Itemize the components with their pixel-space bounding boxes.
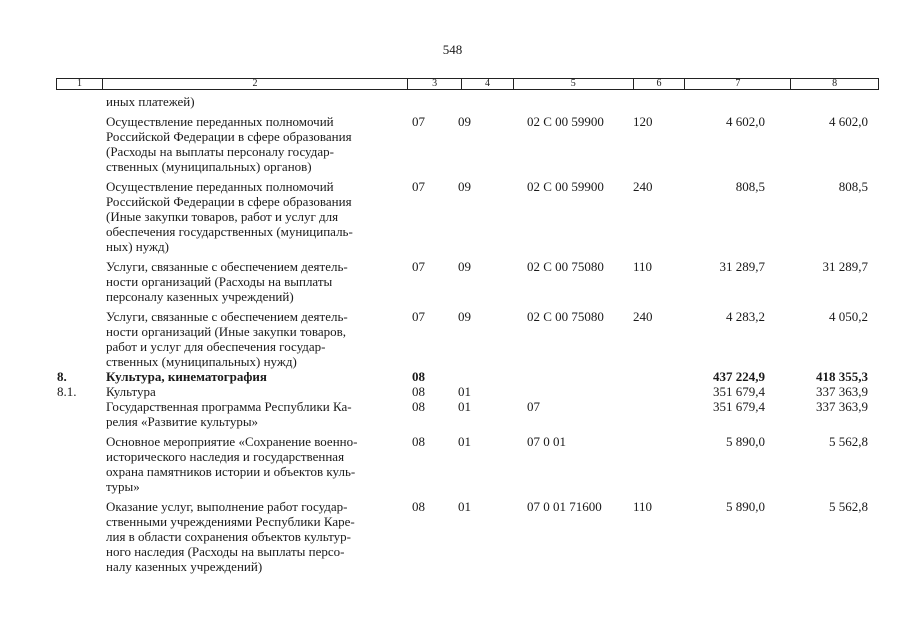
description-line: ного наследия (Расходы на выплаты персо- <box>106 544 345 559</box>
expense-type-code: 240 <box>633 309 653 324</box>
table-row <box>0 114 905 174</box>
description-line: Российской Федерации в сфере образования <box>106 129 352 144</box>
row-description <box>106 399 406 429</box>
description-line: обеспечения государственных (муниципаль- <box>106 224 353 239</box>
table-row <box>0 259 905 304</box>
description-line: Российской Федерации в сфере образования <box>106 194 352 209</box>
row-description <box>106 384 406 399</box>
page-number: 548 <box>442 42 463 57</box>
amount-column-7: 808,5 <box>735 179 765 194</box>
description-line: охрана памятников истории и объектов куль- <box>106 464 356 479</box>
table-row <box>0 309 905 369</box>
column-number: 4 <box>461 79 513 89</box>
target-article-code: 02 С 00 59900 <box>527 179 604 194</box>
section-code: 08 <box>412 384 425 399</box>
amount-column-8: 808,5 <box>838 179 868 194</box>
table-row <box>0 179 905 254</box>
section-code: 07 <box>412 259 425 274</box>
row-description <box>106 309 406 369</box>
description-line: ности организаций (Иные закупки товаров, <box>106 324 347 339</box>
row-description <box>106 434 406 494</box>
row-description <box>106 259 406 304</box>
description-line: Основное мероприятие «Сохранение военно- <box>106 434 358 449</box>
subsection-code: 09 <box>458 179 471 194</box>
expense-type-code: 240 <box>633 179 653 194</box>
description-line: ственных (муниципальных) органов) <box>106 159 312 174</box>
section-code: 08 <box>412 434 425 449</box>
target-article-code: 02 С 00 75080 <box>527 309 604 324</box>
target-article-code: 07 <box>527 399 540 414</box>
table-row <box>0 399 905 429</box>
section-code: 07 <box>412 114 425 129</box>
amount-column-8: 4 050,2 <box>829 309 868 324</box>
column-number: 1 <box>76 78 82 89</box>
amount-column-7: 5 890,0 <box>726 434 765 449</box>
row-number: 8. <box>57 369 67 384</box>
description-line: иных платежей) <box>106 94 195 109</box>
budget-table-body <box>0 94 905 574</box>
row-description <box>106 94 406 109</box>
row-description <box>106 369 406 384</box>
table-row <box>0 94 905 109</box>
amount-column-8: 418 355,3 <box>816 369 868 384</box>
subsection-code: 01 <box>458 384 471 399</box>
table-row <box>0 434 905 494</box>
amount-column-7: 4 602,0 <box>726 114 765 129</box>
description-line: ности организаций (Расходы на выплаты <box>106 274 333 289</box>
table-row <box>0 384 905 399</box>
description-line: (Иные закупки товаров, работ и услуг для <box>106 209 339 224</box>
amount-column-8: 337 363,9 <box>816 399 868 414</box>
subsection-code: 09 <box>458 259 471 274</box>
description-line: ственными учреждениями Республики Каре- <box>106 514 355 529</box>
subsection-code: 01 <box>458 499 471 514</box>
row-number: 8.1. <box>57 384 77 399</box>
description-line: релия «Развитие культуры» <box>106 414 259 429</box>
amount-column-8: 5 562,8 <box>829 434 868 449</box>
description-line: исторического наследия и государственная <box>106 449 345 464</box>
column-number: 2 <box>102 79 407 89</box>
description-line: Государственная программа Республики Ка- <box>106 399 352 414</box>
row-description <box>106 499 406 574</box>
amount-column-7: 5 890,0 <box>726 499 765 514</box>
column-number: 8 <box>790 79 878 89</box>
description-line: туры» <box>106 479 140 494</box>
description-line: ных) нужд) <box>106 239 169 254</box>
description-line: Культура <box>106 384 156 399</box>
column-number: 7 <box>684 79 790 89</box>
target-article-code: 07 0 01 71600 <box>527 499 602 514</box>
description-line: налу казенных учреждений) <box>106 559 263 574</box>
amount-column-7: 351 679,4 <box>713 384 765 399</box>
row-description <box>106 114 406 174</box>
description-line: Оказание услуг, выполнение работ государ- <box>106 499 348 514</box>
description-line: Осуществление переданных полномочий <box>106 179 334 194</box>
section-code: 07 <box>412 179 425 194</box>
column-number: 6 <box>633 79 685 89</box>
target-article-code: 07 0 01 <box>527 434 566 449</box>
description-line: Осуществление переданных полномочий <box>106 114 334 129</box>
description-line: работ и услуг для обеспечения государ- <box>106 339 326 354</box>
expense-type-code: 110 <box>633 259 653 274</box>
amount-column-7: 351 679,4 <box>713 399 765 414</box>
amount-column-7: 31 289,7 <box>719 259 765 274</box>
subsection-code: 01 <box>458 399 471 414</box>
description-line: лия в области сохранения объектов культур- <box>106 529 352 544</box>
subsection-code: 09 <box>458 114 471 129</box>
amount-column-8: 31 289,7 <box>822 259 868 274</box>
column-number: 3 <box>407 79 461 89</box>
expense-type-code: 120 <box>633 114 653 129</box>
expense-type-code: 110 <box>633 499 653 514</box>
section-code: 08 <box>412 399 425 414</box>
section-code: 08 <box>412 369 425 384</box>
description-line: Услуги, связанные с обеспечением деятель- <box>106 309 348 324</box>
table-row <box>0 499 905 574</box>
row-description <box>106 179 406 254</box>
description-line: персоналу казенных учреждений) <box>106 289 294 304</box>
table-row <box>0 369 905 384</box>
amount-column-8: 337 363,9 <box>816 384 868 399</box>
subsection-code: 01 <box>458 434 471 449</box>
description-line: ственных (муниципальных) нужд) <box>106 354 297 369</box>
column-number-header <box>56 78 879 90</box>
amount-column-8: 5 562,8 <box>829 499 868 514</box>
target-article-code: 02 С 00 59900 <box>527 114 604 129</box>
description-line: Услуги, связанные с обеспечением деятель- <box>106 259 348 274</box>
section-code: 08 <box>412 499 425 514</box>
amount-column-7: 437 224,9 <box>713 369 765 384</box>
description-line: (Расходы на выплаты персоналу государ- <box>106 144 334 159</box>
section-code: 07 <box>412 309 425 324</box>
column-number: 5 <box>513 79 633 89</box>
amount-column-8: 4 602,0 <box>829 114 868 129</box>
subsection-code: 09 <box>458 309 471 324</box>
description-line: Культура, кинематография <box>106 369 267 384</box>
target-article-code: 02 С 00 75080 <box>527 259 604 274</box>
amount-column-7: 4 283,2 <box>726 309 765 324</box>
